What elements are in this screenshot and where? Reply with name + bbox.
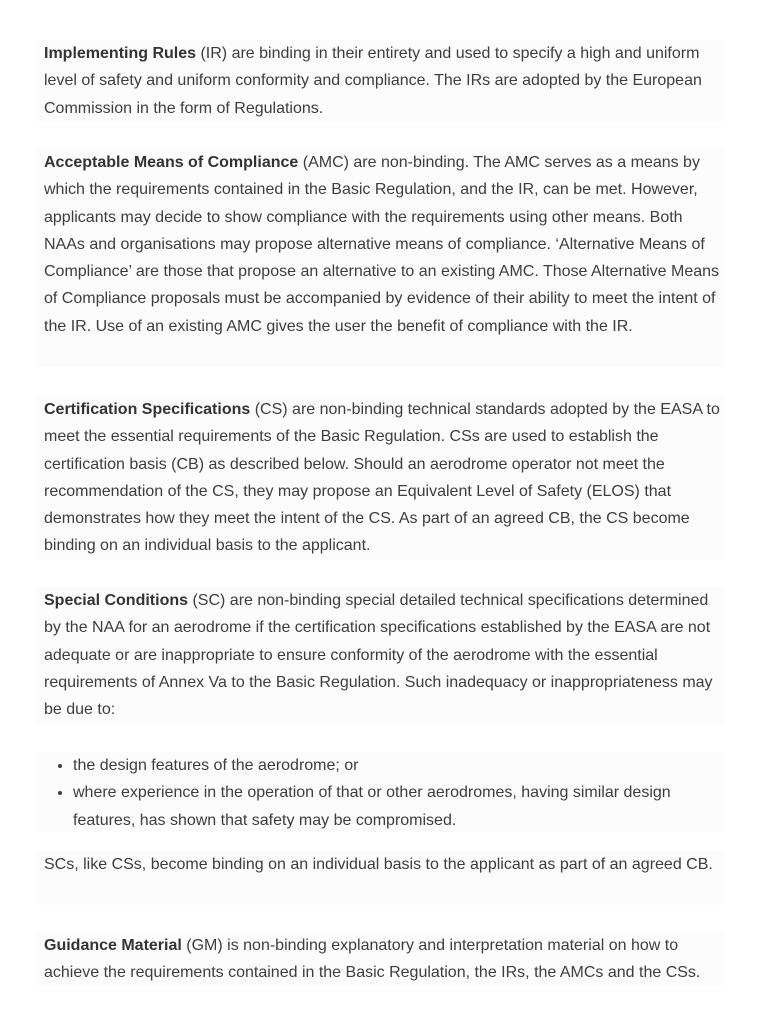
term-guidance-material: Guidance Material (44, 937, 182, 954)
paragraph-text: SCs, like CSs, become binding on an individual basis to the applicant as part of an agreed CB. (44, 856, 713, 873)
paragraph-special-conditions (36, 587, 724, 723)
paragraph-guidance-material (36, 932, 724, 986)
paragraph-text (44, 587, 724, 723)
special-conditions-list-block (36, 752, 724, 832)
paragraph-text (44, 396, 724, 560)
definition-special-conditions: (SC) are non-binding special detailed technical specifications determined by the NAA for an aerodrome if the certification specifications established by the EASA are not adequate or are inappropriate to ensure conformity of the aerodrome with the essential requirements of Annex Va to the Basic Regulation. Such inadequacy or inappropriateness may be due to: (44, 592, 713, 719)
paragraph-text (44, 149, 724, 340)
term-special-conditions: Special Conditions (44, 592, 189, 609)
paragraph-sc-followup (36, 851, 724, 905)
definition-acceptable-means-of-compliance: (AMC) are non-binding. The AMC serves as a means by which the requirements contained in the Basic Regulation, and the IR, can be met. However, applicants may decide to show compliance with the requirements using other means. Both NAAs and organisations may propose alternative means of compliance. ‘Alternative Means of Compliance’ are those that propose an alternative to an existing AMC. Those Alternative Means of Compliance proposals must be accompanied by evidence of their ability to meet the intent of the IR. Use of an existing AMC gives the user the benefit of compliance with the IR. (44, 154, 720, 335)
term-acceptable-means-of-compliance: Acceptable Means of Compliance (44, 154, 299, 171)
paragraph-text (44, 932, 724, 987)
paragraph-text (44, 40, 724, 122)
paragraph-implementing-rules (36, 40, 724, 122)
list-item: • where experience in the operation of that or other aerodromes, having similar design features, has shown that safety may be compromised. (73, 779, 724, 834)
definition-certification-specifications: (CS) are non-binding technical standards adopted by the EASA to meet the essential requirements of the Basic Regulation. CSs are used to establish the certification basis (CB) as described below. Should an aerodrome operator not meet the recommendation of the CS, they may propose an Equivalent Level of Safety (ELOS) that demonstrates how they meet the intent of the CS. As part of an agreed CB, the CS become binding on an individual basis to the applicant. (44, 401, 720, 555)
paragraph-certification-specifications (36, 396, 724, 560)
definition-guidance-material: (GM) is non-binding explanatory and interpretation material on how to achieve the requirements contained in the Basic Regulation, the IRs, the AMCs and the CSs. (44, 937, 701, 982)
special-conditions-list (44, 752, 724, 834)
paragraph-acceptable-means-of-compliance (36, 149, 724, 367)
list-item: • the design features of the aerodrome; or (73, 752, 724, 779)
definition-implementing-rules: (IR) are binding in their entirety and used to specify a high and uniform level of safety and uniform conformity and compliance. The IRs are adopted by the European Commission in the form of Regulations. (44, 45, 702, 117)
term-implementing-rules: Implementing Rules (44, 45, 197, 62)
term-certification-specifications: Certification Specifications (44, 401, 251, 418)
